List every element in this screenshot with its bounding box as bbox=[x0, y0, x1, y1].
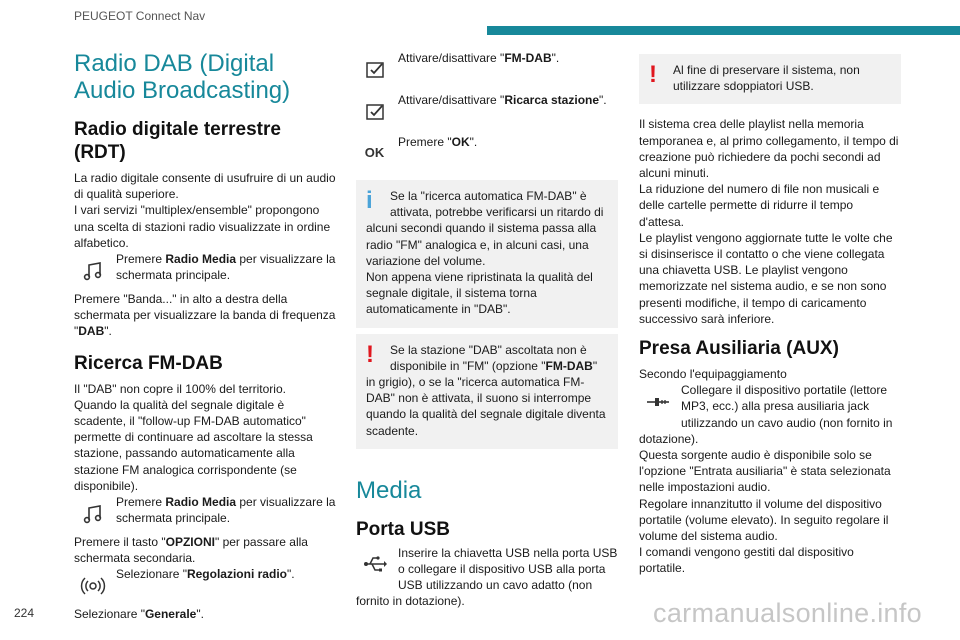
step-radio-media-2 bbox=[74, 494, 336, 534]
step-post: ". bbox=[599, 93, 607, 107]
jack-plug-icon bbox=[639, 383, 676, 420]
ok-icon: OK bbox=[364, 145, 385, 161]
generale-post: ". bbox=[196, 607, 204, 622]
aux-paragraph-2: Questa sorgente audio è disponibile solo se l'opzione "Entrata ausiliaria" è stata selezionata nelle impostazioni audio. bbox=[639, 448, 891, 495]
section-title-dab: Radio DAB (Digital Audio Broadcasting) bbox=[74, 50, 291, 104]
radio-settings-icon bbox=[74, 567, 111, 604]
step-bold: Radio Media bbox=[165, 495, 237, 510]
step-bold: Regolazioni radio bbox=[186, 567, 287, 582]
banda-bold: DAB bbox=[78, 324, 105, 339]
info-note-paragraph-1: Se la "ricerca automatica FM-DAB" è attivata, potrebbe verificarsi un ritardo di alcuni secondi quando il sistema passa alla radio "FM" analogica e, in alcuni casi, una variazione del volume. bbox=[366, 189, 604, 268]
subsection-title-usb: Porta USB bbox=[356, 518, 450, 540]
step-post: per visualizzare la schermata principale. bbox=[116, 495, 336, 526]
page-number: 224 bbox=[14, 606, 35, 620]
fm-paragraph-1: Il "DAB" non copre il 100% del territorio. bbox=[74, 381, 286, 396]
banda-post: ". bbox=[104, 324, 112, 339]
opzioni-pre: Premere il tasto " bbox=[74, 535, 166, 550]
subsection-title-rdt: Radio digitale terrestre (RDT) bbox=[74, 119, 281, 163]
music-note-icon bbox=[74, 495, 111, 532]
warning-note-bold: FM-DAB bbox=[545, 358, 593, 373]
warning-note-post: " in grigio), o se la "ricerca automatica FM-DAB" non è attivata, il suono si interrompe quando la qualità del segnale digitale diventa scadente. bbox=[366, 358, 606, 438]
rdt-paragraph-1: La radio digitale consente di usufruire di un audio di qualità superiore. bbox=[74, 171, 336, 202]
aux-paragraph-4: I comandi vengono gestiti dal dispositivo portatile. bbox=[639, 545, 854, 576]
step-post: ". bbox=[286, 567, 295, 582]
playlist-paragraph-1: Il sistema crea delle playlist nella memoria temporanea e, al primo collegamento, il tempo di creazione può richiedere da pochi secondi ad alcuni minuti. bbox=[639, 117, 899, 181]
playlist-paragraph-2: La riduzione del numero di file non musicali e delle cartelle permette di ridurre il tempo d'attesa. bbox=[639, 182, 880, 229]
column-2 bbox=[356, 50, 618, 610]
checkbox-icon bbox=[356, 93, 393, 130]
aux-paragraph-1: Secondo l'equipaggiamento bbox=[639, 367, 787, 382]
column-1 bbox=[74, 50, 336, 623]
step-bold: Ricarca stazione bbox=[504, 93, 600, 107]
watermark: carmanualsonline.info bbox=[653, 598, 922, 628]
step-fm-dab-toggle bbox=[356, 50, 618, 90]
usb-icon bbox=[356, 546, 393, 583]
step-pre: Attivare/disattivare " bbox=[398, 93, 505, 107]
rdt-paragraph-2: I vari servizi "multiplex/ensemble" propongono una scelta di stazioni radio visualizzate in ordine alfabetico. bbox=[74, 203, 331, 250]
opzioni-post: " per passare alla schermata secondaria. bbox=[74, 535, 308, 566]
opzioni-paragraph bbox=[74, 534, 336, 566]
warning-icon: ! bbox=[649, 61, 657, 88]
step-bold: FM-DAB bbox=[504, 51, 552, 65]
step-usb bbox=[356, 545, 618, 610]
step-post: per visualizzare la schermata principale. bbox=[116, 252, 336, 283]
fm-paragraph-2: Quando la qualità del segnale digitale è scadente, il "follow-up FM-DAB automatico" permette di continuare ad ascoltare la stessa stazione, passando automaticamente alla stazione FM analogica corrispondente (se disponibile). bbox=[74, 397, 313, 493]
step-bold: OK bbox=[451, 135, 470, 149]
generale-pre: Selezionare " bbox=[74, 607, 145, 622]
warning-note bbox=[356, 334, 618, 449]
step-aux bbox=[639, 382, 901, 447]
header-accent-bar bbox=[487, 26, 960, 35]
header-title: PEUGEOT Connect Nav bbox=[74, 9, 206, 23]
step-radio-media-1 bbox=[74, 251, 336, 291]
step-ricarca-stazione-toggle bbox=[356, 92, 618, 132]
opzioni-bold: OPZIONI bbox=[165, 535, 215, 550]
banda-paragraph bbox=[74, 291, 336, 340]
step-post: ". bbox=[469, 135, 478, 149]
warning-icon: ! bbox=[366, 340, 374, 368]
subsection-title-aux: Presa Ausiliaria (AUX) bbox=[639, 338, 839, 360]
step-ok bbox=[356, 134, 618, 174]
section-title-media: Media bbox=[356, 476, 422, 504]
usb-warning-note bbox=[639, 54, 901, 104]
aux-step-text: Collegare il dispositivo portatile (lettore MP3, ecc.) alla presa ausiliaria jack utilizzando un cavo audio (non fornito in dotazione). bbox=[639, 383, 893, 446]
step-bold: Radio Media bbox=[165, 252, 237, 267]
usb-warning-text: Al fine di preservare il sistema, non utilizzare sdoppiatori USB. bbox=[673, 63, 860, 94]
playlist-paragraph-3: Le playlist vengono aggiornate tutte le volte che si disinserisce il contatto o che viene collegata una chiavetta USB. Le playlist vengono memorizzate nel sistema audio, e se non sono presenti modifiche, il tempo di caricamento successivo sarà inferiore. bbox=[639, 230, 893, 326]
step-pre: Premere bbox=[116, 495, 166, 510]
info-icon: i bbox=[366, 187, 373, 214]
step-post: ". bbox=[551, 51, 560, 65]
info-note bbox=[356, 180, 618, 328]
info-note-paragraph-2: Non appena viene ripristinata la qualità del segnale digitale, il sistema torna automaticamente in "DAB". bbox=[366, 270, 593, 317]
warning-note-pre: Se la stazione "DAB" ascoltata non è disponibile in "FM" (opzione " bbox=[390, 342, 587, 373]
checkbox-icon bbox=[356, 51, 393, 88]
usb-text: Inserire la chiavetta USB nella porta USB o collegare il dispositivo USB alla porta USB utilizzando un cavo adatto (non fornito in dotazione). bbox=[356, 545, 618, 609]
step-pre: Premere bbox=[116, 252, 166, 267]
column-3 bbox=[639, 50, 901, 577]
step-pre: Attivare/disattivare " bbox=[398, 51, 505, 65]
aux-paragraph-3: Regolare innanzitutto il volume del dispositivo portatile (volume elevato). In seguito regolare il volume del sistema audio. bbox=[639, 496, 889, 544]
step-pre: Premere " bbox=[398, 135, 452, 149]
generale-paragraph bbox=[74, 606, 336, 622]
generale-bold: Generale bbox=[144, 607, 197, 622]
banda-pre: Premere "Banda..." in alto a destra della schermata per visualizzare la banda di frequenza " bbox=[74, 292, 336, 339]
music-note-icon bbox=[74, 252, 111, 289]
step-pre: Selezionare " bbox=[116, 567, 187, 582]
subsection-title-fm-dab: Ricerca FM-DAB bbox=[74, 352, 223, 374]
step-regolazioni-radio bbox=[74, 566, 336, 606]
